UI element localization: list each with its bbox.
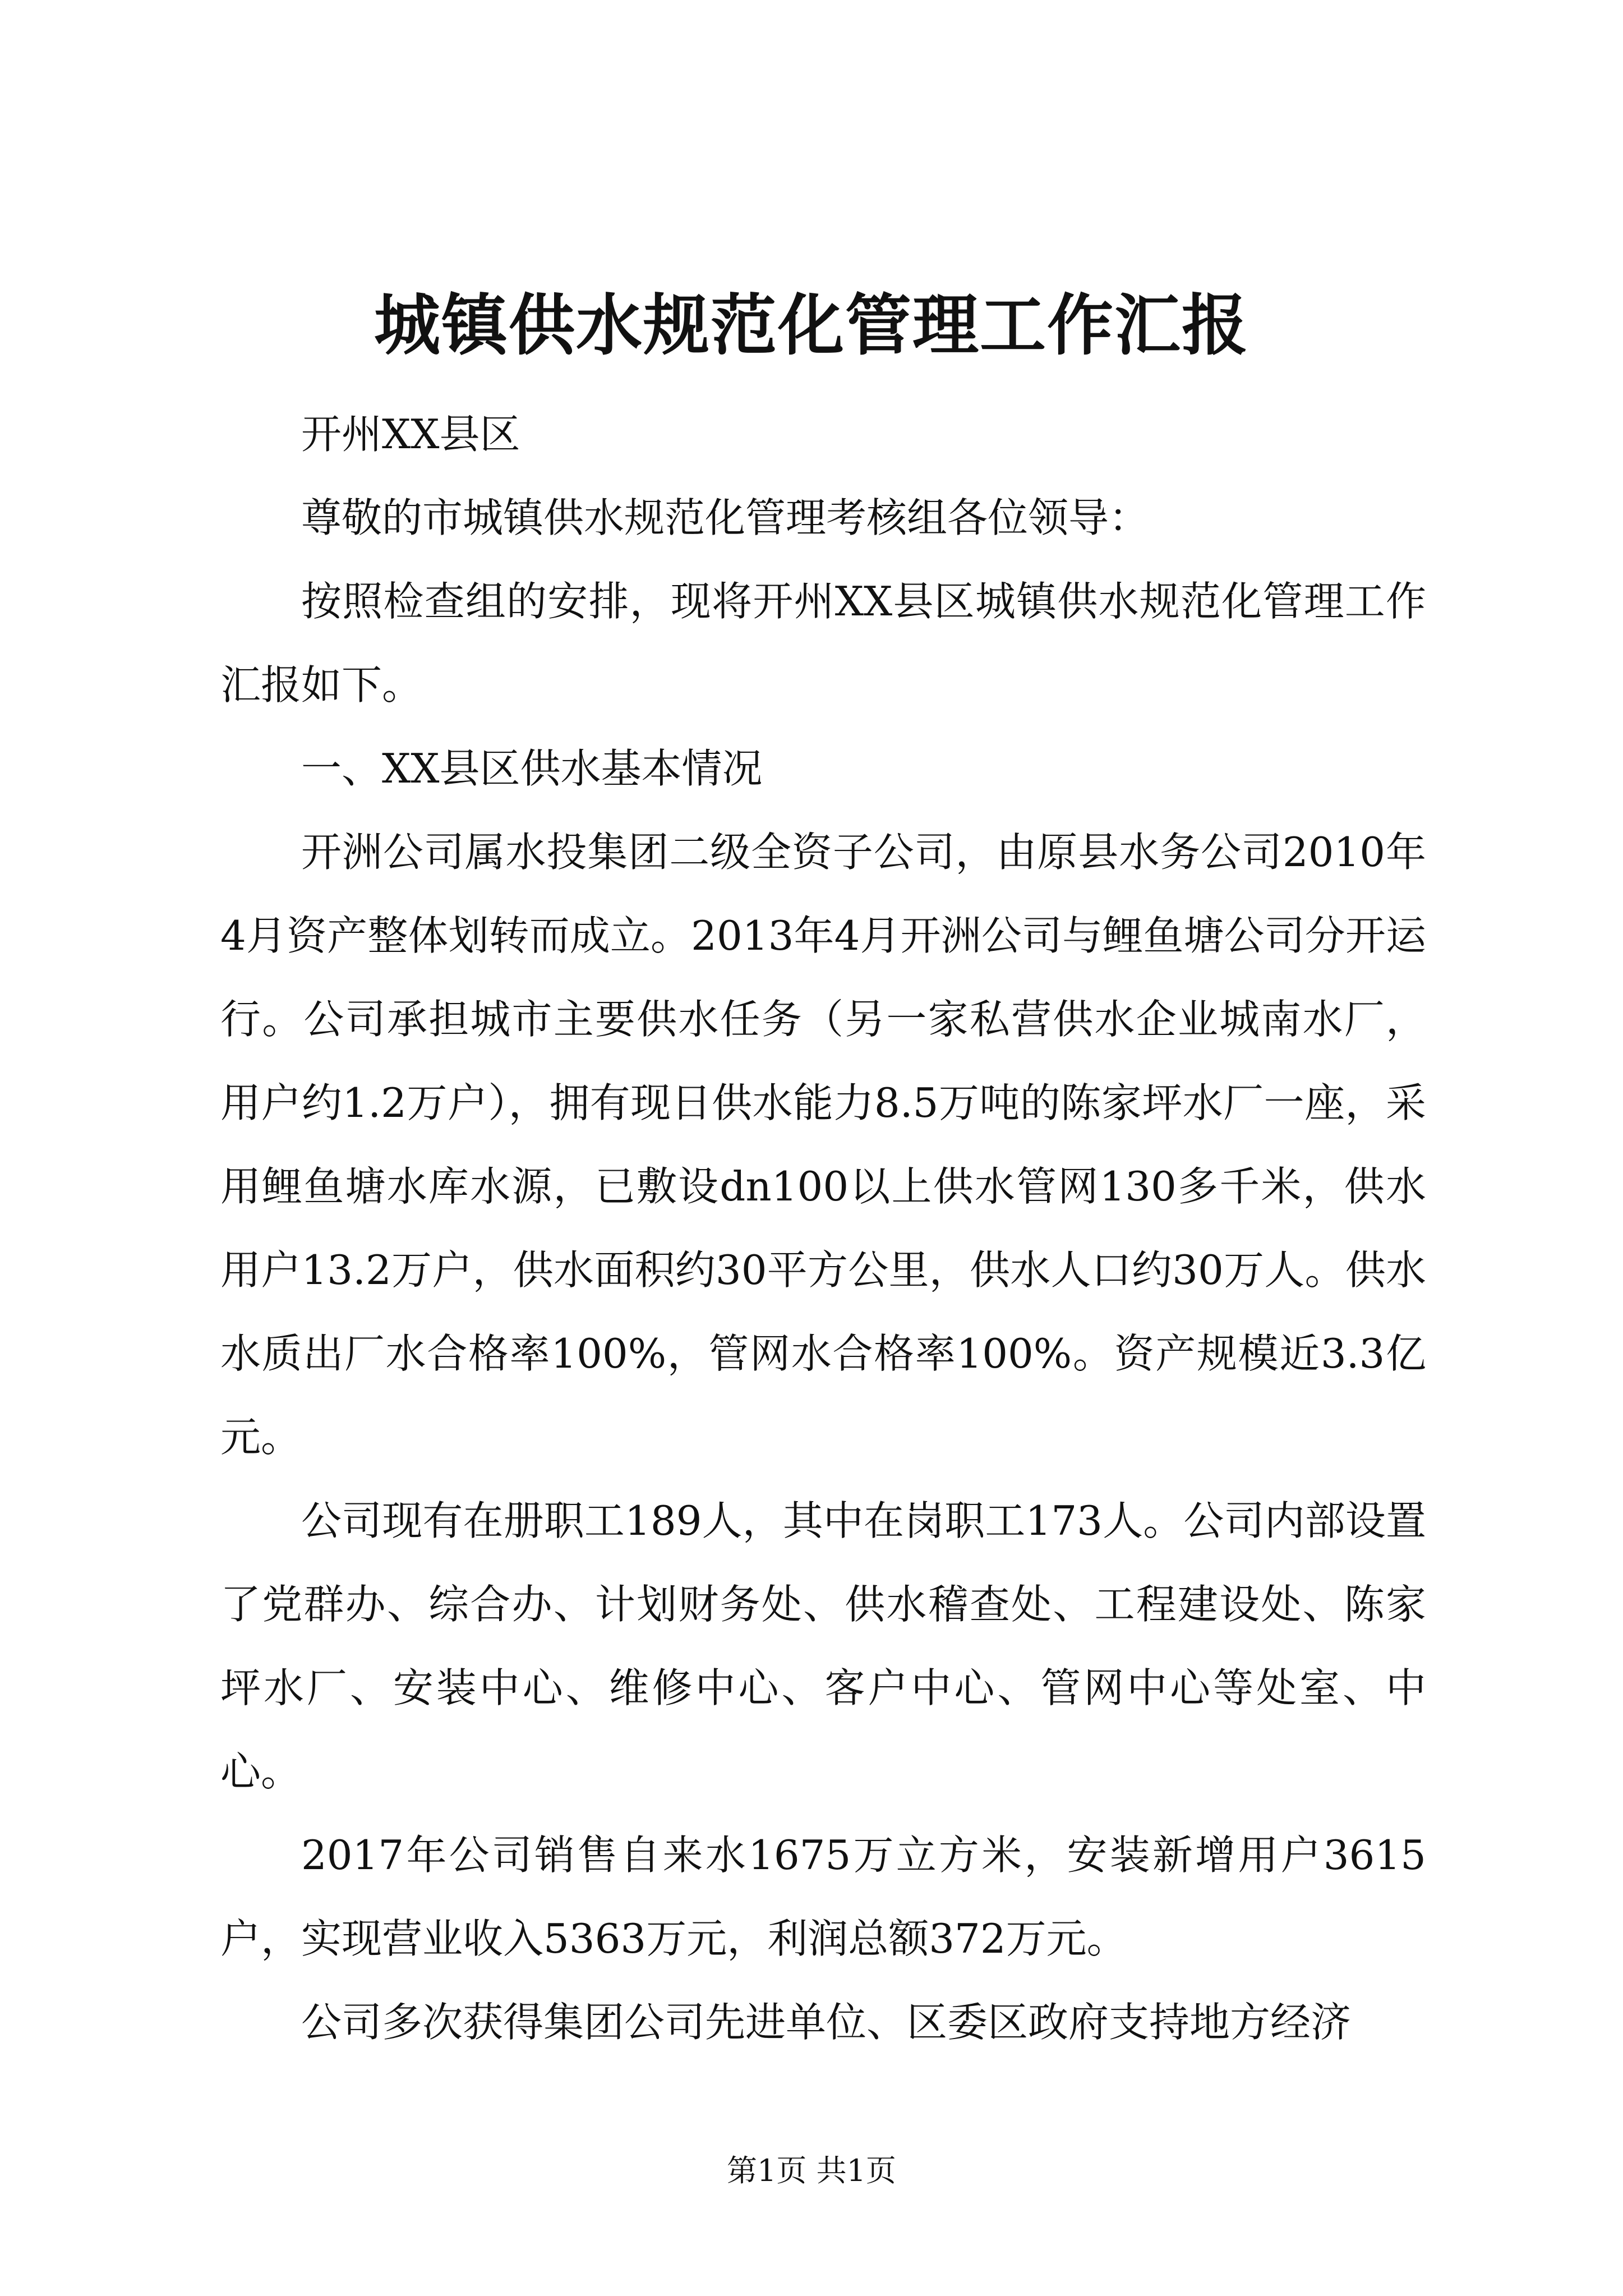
page-footer: 第1页 共1页 xyxy=(727,2153,896,2188)
paragraph-company-overview: 开洲公司属水投集团二级全资子公司，由原县水务公司2010年4月资产整体划转而成立。2013年4月开洲公司与鲤鱼塘公司分开运行。公司承担城市主要供水任务（另一家私营供水企业城南水厂，用户约1.2万户），拥有现日供水能力8.5万吨的陈家坪水厂一座，采用鲤鱼塘水库水源，已敷设dn100以上供水管网130多千米，供水用户13.2万户，供水面积约30平方公里，供水人口约30万人。供水水质出厂水合格率100%，管网水合格率100%。资产规模近3.3亿元。 xyxy=(220,829,1426,1461)
paragraph-location: 开州XX县区 xyxy=(301,411,520,458)
paragraph-awards: 公司多次获得集团公司先进单位、区委区政府支持地方经济 xyxy=(301,1999,1352,2046)
document-body xyxy=(220,393,1426,2064)
section-heading: 一、XX县区供水基本情况 xyxy=(301,745,763,792)
paragraph-salutation: 尊敬的市城镇供水规范化管理考核组各位领导： xyxy=(301,494,1150,541)
paragraph-staff: 公司现有在册职工189人，其中在岗职工173人。公司内部设置了党群办、综合办、计划财务处、供水稽查处、工程建设处、陈家坪水厂、安装中心、维修中心、客户中心、管网中心等处室、中心。 xyxy=(220,1497,1426,1795)
document-title: 城镇供水规范化管理工作汇报 xyxy=(374,286,1249,364)
paragraph-2017-results: 2017年公司销售自来水1675万立方米，安装新增用户3615户，实现营业收入5363万元，利润总额372万元。 xyxy=(220,1832,1426,1962)
paragraph-intro: 按照检查组的安排，现将开州XX县区城镇供水规范化管理工作汇报如下。 xyxy=(220,578,1426,708)
